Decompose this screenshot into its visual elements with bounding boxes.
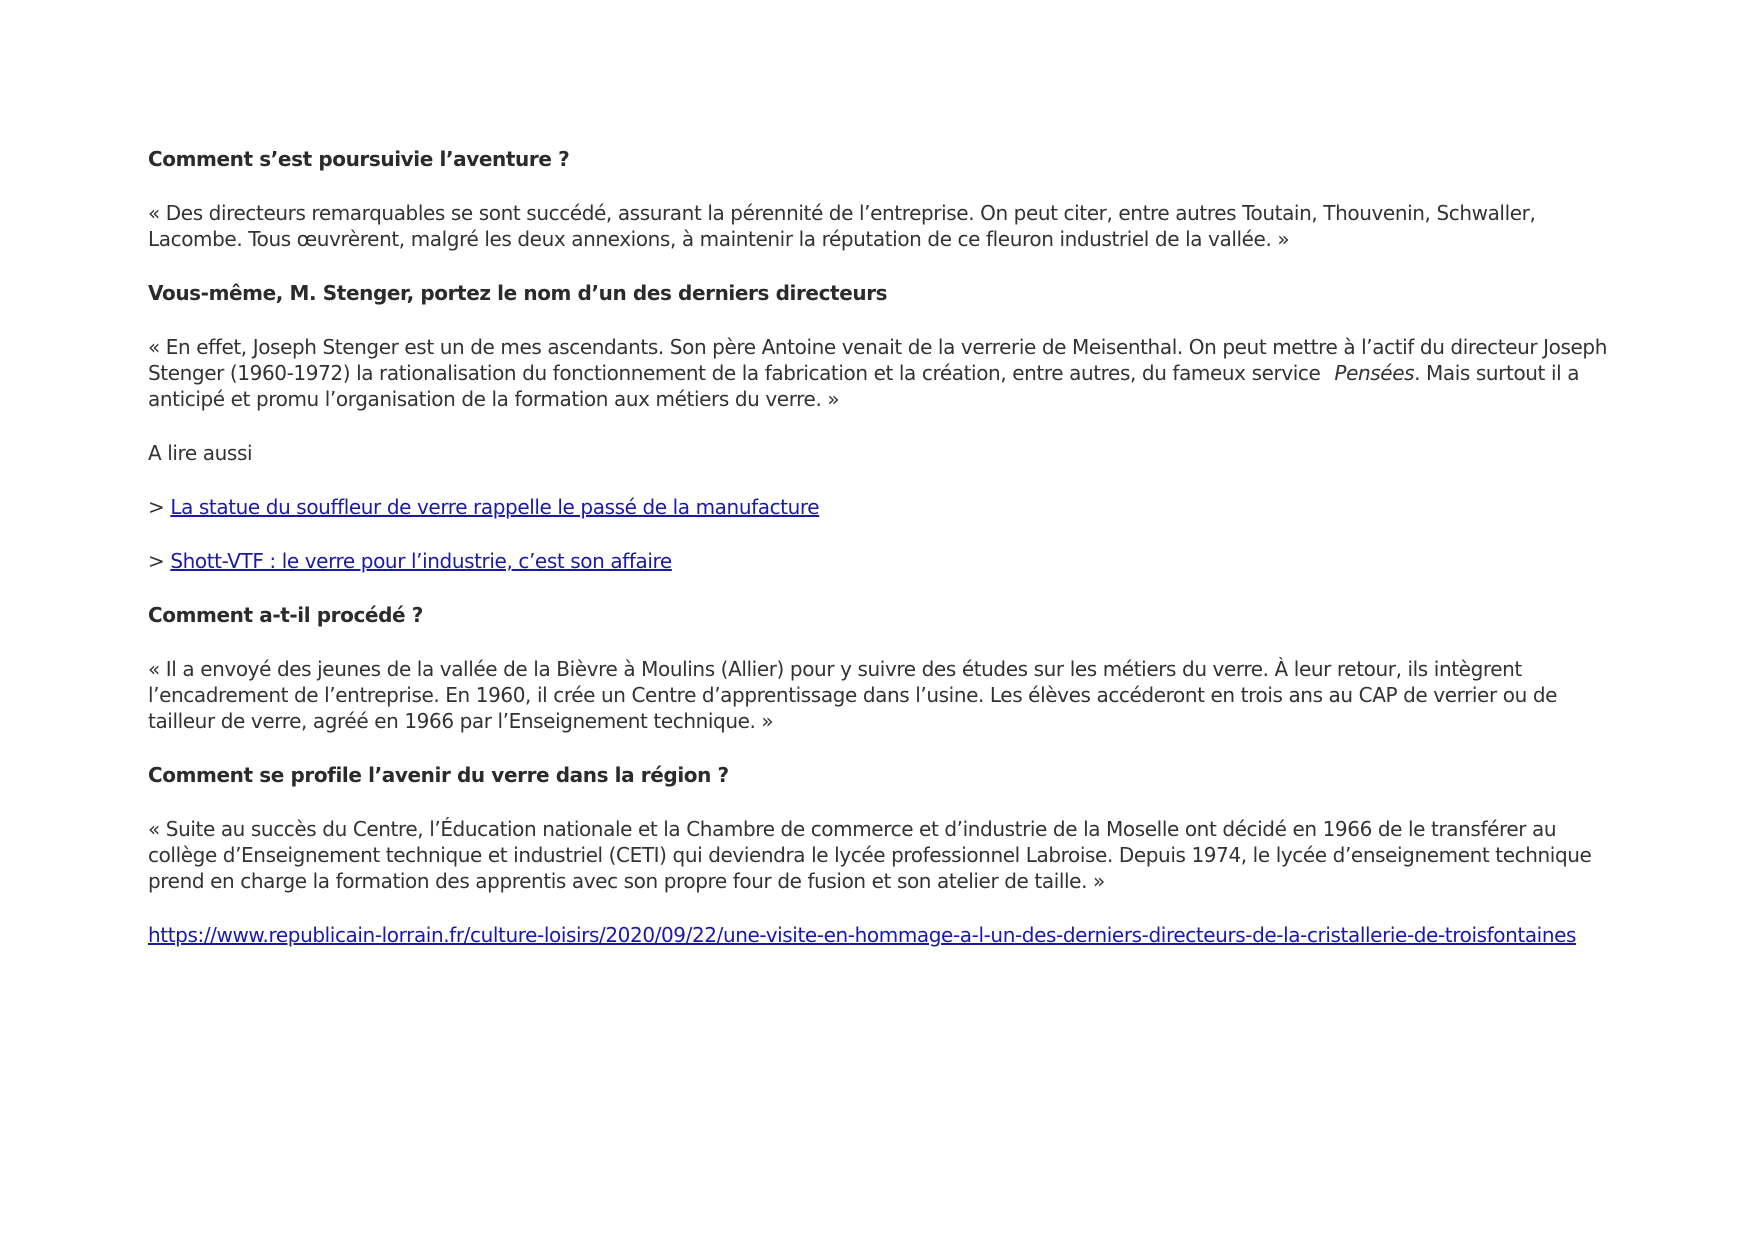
answer-paragraph: « Suite au succès du Centre, l’Éducation nationale et la Chambre de commerce et d’industrie de la Moselle ont décidé en 1966 de le transférer au collège d’Enseignement technique et industriel (CETI) qui deviendra le lycée professionnel Labroise. Depuis 1974, le lycée d’enseignement technique prend en charge la formation des apprentis avec son propre four de fusion et son atelier de taille. »	[148, 817, 1592, 893]
answer-paragraph: « Il a envoyé des jeunes de la vallée de la Bièvre à Moulins (Allier) pour y suivre des études sur les métiers du verre. À leur retour, ils intègrent l’encadrement de l’entreprise. En 1960, il crée un Centre d’apprentissage dans l’usine. Les élèves accéderont en trois ans au CAP de verrier ou de tailleur de verre, agréé en 1966 par l’Enseignement technique. »	[148, 657, 1558, 733]
related-link-item	[148, 548, 1628, 574]
related-link-statue[interactable]: La statue du souffleur de verre rappelle le passé de la manufacture	[170, 495, 820, 519]
answer-text: . Mais surtout il a anticipé et promu l’organisation de la formation aux métiers du verre. »	[148, 361, 1580, 411]
related-link-item	[148, 494, 1628, 520]
link-prefix: >	[148, 549, 165, 573]
question-heading: Comment s’est poursuivie l’aventure ?	[148, 147, 570, 171]
read-also-label: A lire aussi	[148, 441, 253, 465]
answer-paragraph: « Des directeurs remarquables se sont succédé, assurant la pérennité de l’entreprise. On peut citer, entre autres Toutain, Thouvenin, Schwaller, Lacombe. Tous œuvrèrent, malgré les deux annexions, à maintenir la réputation de ce fleuron industriel de la vallée. »	[148, 201, 1536, 251]
answer-text: « En effet, Joseph Stenger est un de mes ascendants. Son père Antoine venait de la verrerie de Meisenthal. On peut mettre à l’actif du directeur Joseph Stenger (1960-1972) la rationalisation du fonctionnement de la fabrication et la création, entre autres, du fameux service	[148, 335, 1608, 385]
related-link-shott-vtf[interactable]: Shott-VTF : le verre pour l’industrie, c’est son affaire	[170, 549, 672, 573]
italic-service-name: Pensées	[1334, 361, 1415, 385]
source-link-line	[148, 922, 1628, 948]
link-prefix: >	[148, 495, 165, 519]
answer-paragraph	[148, 334, 1628, 412]
article-body	[148, 146, 1628, 948]
question-heading: Comment a-t-il procédé ?	[148, 603, 423, 627]
question-heading: Comment se profile l’avenir du verre dans la région ?	[148, 763, 729, 787]
question-heading: Vous-même, M. Stenger, portez le nom d’un des derniers directeurs	[148, 281, 888, 305]
source-article-link[interactable]: https://www.republicain-lorrain.fr/culture-loisirs/2020/09/22/une-visite-en-hommage-a-l-un-des-derniers-directeurs-de-la-cristallerie-de-troisfontaines	[148, 923, 1577, 947]
